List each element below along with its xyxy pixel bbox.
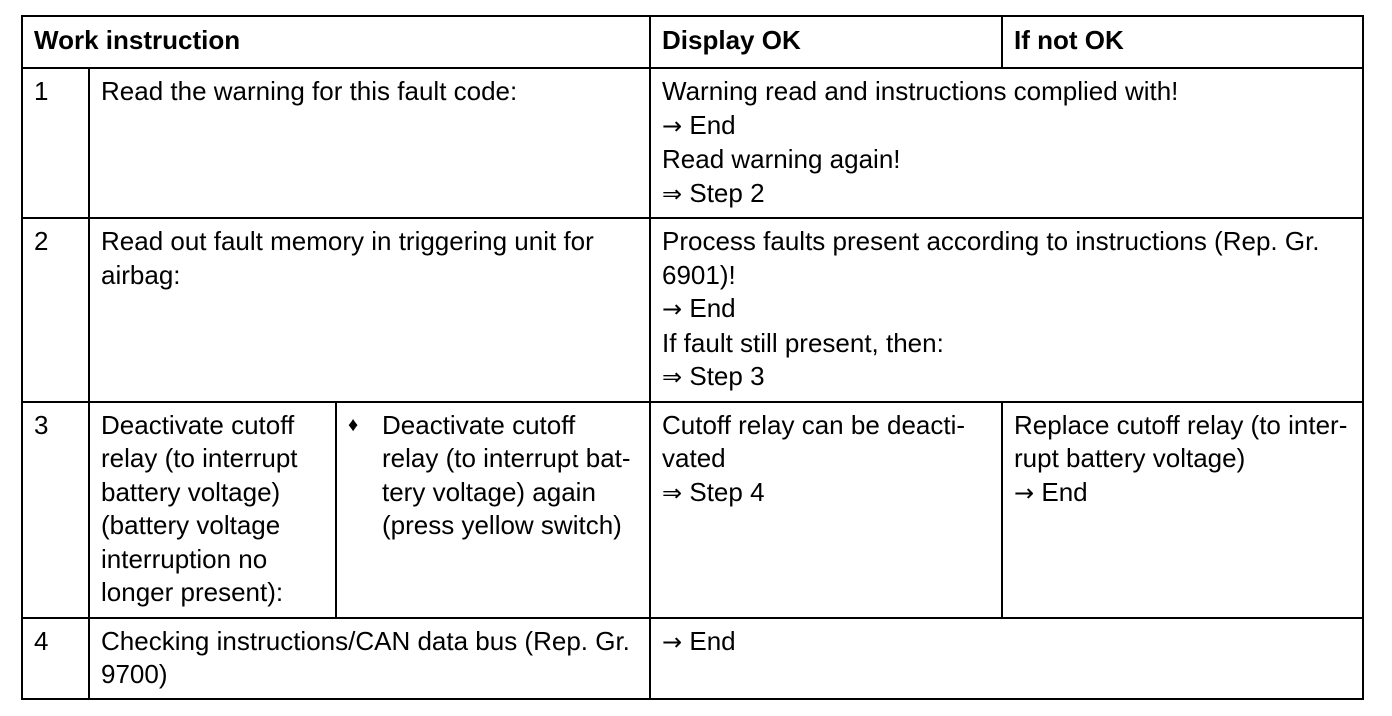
instruction-text: Read the warning for this fault code: <box>101 76 518 106</box>
display-ok-line <box>662 360 1352 395</box>
arrow-right-icon: → <box>662 627 683 656</box>
substep-cell <box>336 402 650 618</box>
table-row <box>22 618 1363 699</box>
instruction-text: interruption no <box>101 543 268 574</box>
arrow-right-icon: → <box>1014 478 1035 507</box>
instruction-text: airbag: <box>101 259 181 290</box>
instruction-text: relay (to interrupt <box>101 443 298 473</box>
diamond-bullet-icon: ♦ <box>348 413 359 436</box>
display-ok-line <box>662 625 1352 660</box>
step-instruction <box>89 618 650 699</box>
display-ok-line: Read warning again! <box>662 144 901 174</box>
instruction-text: Deactivate cutoff <box>101 409 295 440</box>
work-instruction-table <box>21 15 1364 700</box>
if-not-ok-line: rupt battery voltage) <box>1014 443 1246 473</box>
step-instruction <box>89 402 336 618</box>
substep-text <box>382 409 639 543</box>
double-arrow-right-icon: ⇒ <box>662 179 683 208</box>
display-ok-line: Process faults present according to instructions (Rep. Gr. <box>662 226 1320 256</box>
arrow-right-icon: → <box>662 295 683 323</box>
instruction-text: (battery voltage <box>101 510 281 540</box>
instruction-text: 9700) <box>101 659 168 689</box>
if-not-ok-cell <box>1002 402 1363 618</box>
instruction-text: longer present): <box>101 577 284 607</box>
display-ok-line <box>662 476 991 511</box>
result-text: End <box>689 109 736 140</box>
step-number: 2 <box>22 218 89 402</box>
substep-line: tery voltage) again <box>382 476 596 507</box>
result-text: Step 2 <box>689 177 765 208</box>
table-row <box>22 402 1363 618</box>
table-row <box>22 68 1363 218</box>
result-text: End <box>689 293 736 323</box>
step-number: 4 <box>22 618 89 699</box>
table-header-row <box>22 16 1363 68</box>
table-row <box>22 218 1363 402</box>
result-text: End <box>1041 476 1088 507</box>
step-instruction <box>89 68 650 218</box>
display-ok-cell <box>650 618 1363 699</box>
display-ok-line <box>662 292 1352 327</box>
step-instruction <box>89 218 650 402</box>
substep-item <box>348 409 639 543</box>
header-display-ok: Display OK <box>650 16 1002 68</box>
header-if-not-ok: If not OK <box>1002 16 1363 68</box>
substep-line: relay (to interrupt bat- <box>382 443 631 473</box>
display-ok-line: vated <box>662 443 726 473</box>
display-ok-line: 6901)! <box>662 259 736 290</box>
display-ok-line: Cutoff relay can be deacti- <box>662 409 966 440</box>
result-text: Step 3 <box>689 361 765 391</box>
display-ok-line: Warning read and instructions complied with! <box>662 76 1179 106</box>
double-arrow-right-icon: ⇒ <box>662 478 683 507</box>
if-not-ok-line: Replace cutoff relay (to inter- <box>1014 409 1348 440</box>
display-ok-cell <box>650 68 1363 218</box>
substep-line: Deactivate cutoff <box>382 409 576 440</box>
display-ok-cell <box>650 402 1002 618</box>
substep-line: (press yellow switch) <box>382 510 622 540</box>
if-not-ok-line <box>1014 476 1352 511</box>
result-text: End <box>689 625 736 656</box>
display-ok-line: If fault still present, then: <box>662 327 944 358</box>
result-text: Step 4 <box>689 476 765 507</box>
step-number: 1 <box>22 68 89 218</box>
instruction-text: Read out fault memory in triggering unit for <box>101 226 594 256</box>
instruction-text: battery voltage) <box>101 476 281 507</box>
instruction-text: Checking instructions/CAN data bus (Rep. Gr. <box>101 625 630 656</box>
display-ok-line <box>662 177 1352 212</box>
double-arrow-right-icon: ⇒ <box>662 363 683 391</box>
arrow-right-icon: → <box>662 111 683 140</box>
display-ok-cell <box>650 218 1363 402</box>
header-work-instruction: Work instruction <box>22 16 650 68</box>
display-ok-line <box>662 109 1352 144</box>
step-number: 3 <box>22 402 89 618</box>
